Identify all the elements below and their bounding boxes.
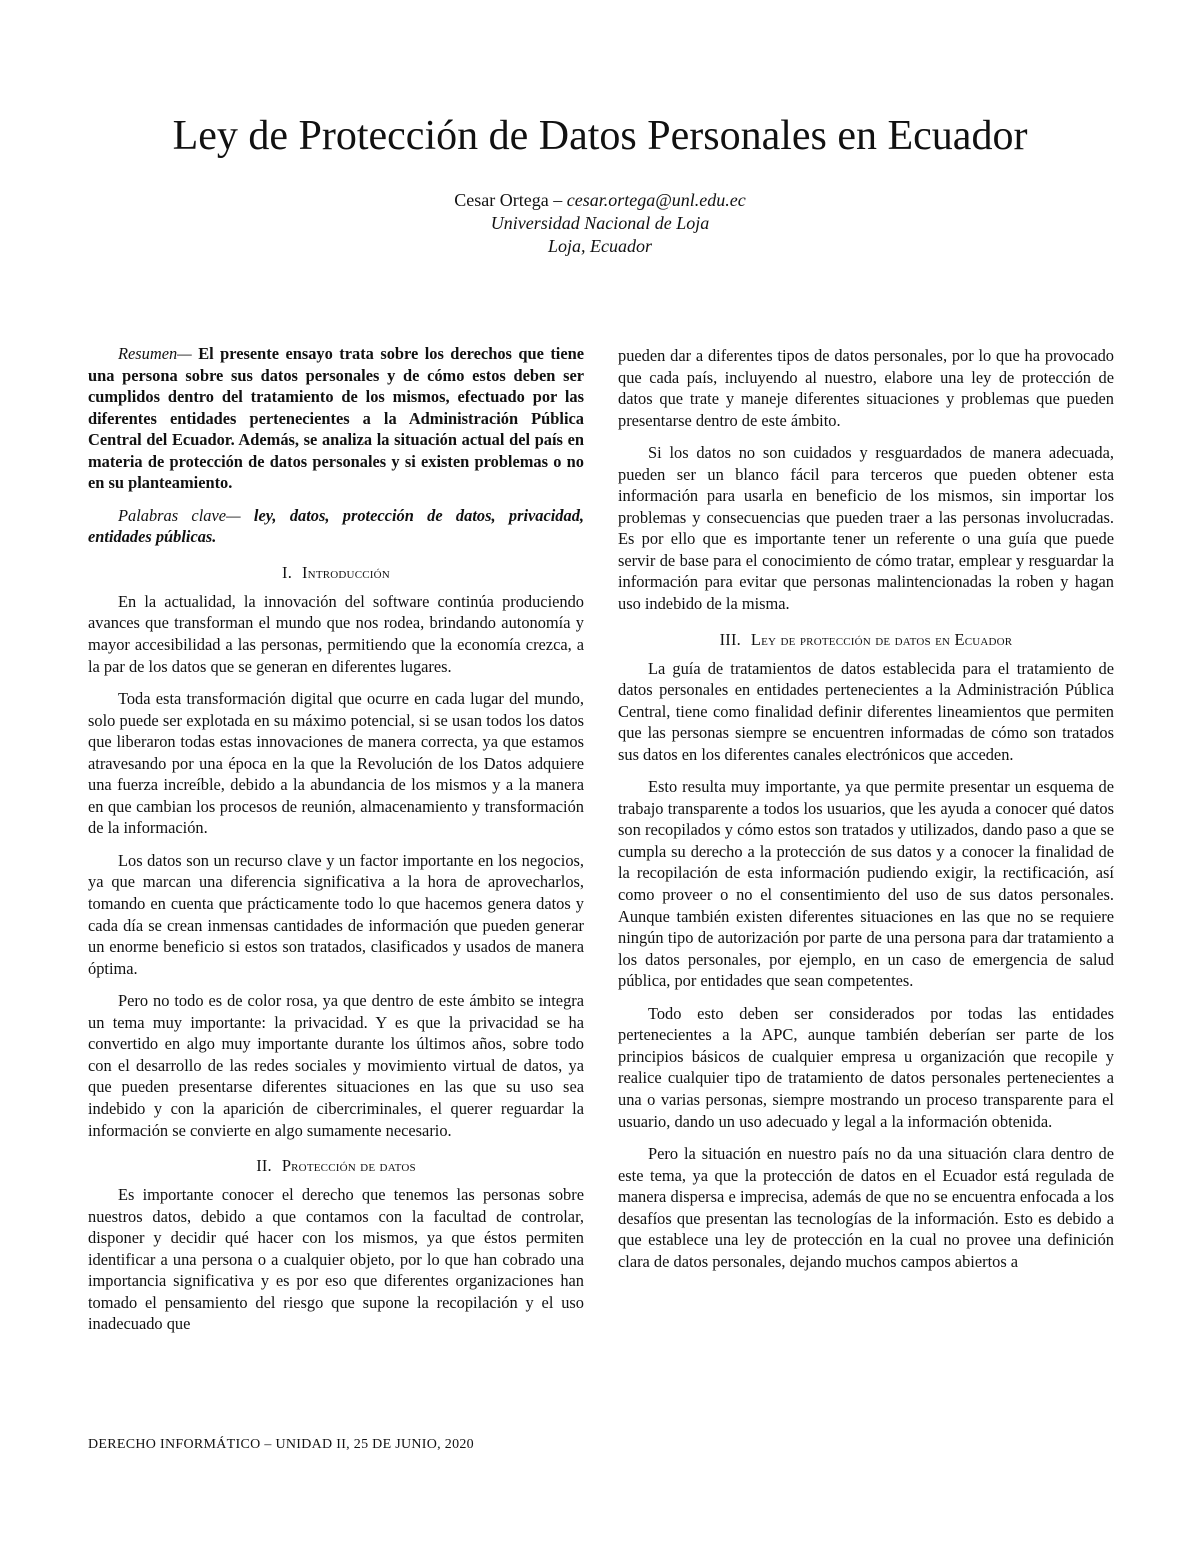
author-line bbox=[0, 189, 1200, 212]
left-column bbox=[88, 343, 584, 1346]
paragraph: Todo esto deben ser considerados por todas las entidades pertenecientes a la APC, aunque también deberían ser parte de los principios básicos de cualquier empresa u organización que recopile y realice cualquier tipo de tratamiento de datos personales pertenecientes a una o varias personas, siempre mostrando un proceso transparente para el usuario, dando un uso adecuado y legal a la información obtenida. bbox=[618, 1003, 1114, 1131]
paragraph: Toda esta transformación digital que ocurre en cada lugar del mundo, solo puede ser explotada en su máximo potencial, si se usan todos los datos que liberaron todas estas innovaciones de manera correcta, ya que estamos atravesando por una época en la que la Revolución de los Datos adquiere una fuerza increíble, debido a la abundancia de los mismos y a la manera en que cambian los procesos de reunión, almacenamiento y transformación de la información. bbox=[88, 689, 584, 838]
keywords-text: ley, datos, protección de datos, privacidad, entidades públicas. bbox=[88, 505, 584, 547]
author-email: cesar.ortega@unl.edu.ec bbox=[566, 190, 746, 210]
section-number: III. bbox=[719, 629, 741, 649]
paper-title: Ley de Protección de Datos Personales en Ecuador bbox=[172, 113, 1028, 159]
section-title: Ley de protección de datos en Ecuador bbox=[750, 629, 1013, 649]
author-affiliation: Universidad Nacional de Loja bbox=[490, 213, 710, 233]
section-heading-ley bbox=[618, 629, 1114, 650]
keywords-label: Palabras clave— bbox=[118, 505, 241, 525]
paragraph: Pero no todo es de color rosa, ya que dentro de este ámbito se integra un tema muy importante: la privacidad. Y es que la privacidad se ha convertido en algo muy importante durante los últimos años, sobre todo con el desarrollo de las redes sociales y movimiento virtual de datos, ya que pueden presentarse diferentes situaciones en las que su uso sea indebido y con la aparición de cibercriminales, el querer reguardar la información se convierte en algo sumamente necesario. bbox=[88, 991, 584, 1140]
paragraph: En la actualidad, la innovación del software continúa produciendo avances que transforman el mundo que nos rodea, brindando autonomía y mayor accesibilidad a las personas, permitiendo que la economía crezca, a la par de los datos que se generan en diferentes lugares. bbox=[88, 591, 584, 676]
paragraph: Es importante conocer el derecho que tenemos las personas sobre nuestros datos, debido a que contamos con la facultad de controlar, disponer y decidir qué hacer con los mismos, ya que éstos permiten identificar a una persona o a cualquier objeto, por lo que han cobrado una importancia significativa y es por eso que diferentes organizaciones han tomado el pensamiento del riesgo que supone la recopilación y el uso inadecuado que bbox=[88, 1185, 584, 1334]
section-number: II. bbox=[256, 1156, 272, 1176]
abstract-label: Resumen— bbox=[118, 344, 192, 363]
author-block bbox=[0, 189, 1200, 258]
page-footer: DERECHO INFORMÁTICO – UNIDAD II, 25 DE JUNIO, 2020 bbox=[88, 1437, 474, 1452]
section-heading-introduccion bbox=[88, 562, 584, 583]
section-title: Protección de datos bbox=[281, 1156, 416, 1176]
abstract bbox=[88, 343, 584, 494]
author-separator: – bbox=[548, 190, 567, 210]
paragraph: Los datos son un recurso clave y un factor importante en los negocios, ya que marcan una diferencia significativa a la hora de aprovecharlos, tomando en cuenta que prácticamente todo lo que hacemos genera datos y cada día se crean inmensas cantidades de información que pueden generar un enorme beneficio si estos son tratados, clasificados y usados de manera óptima. bbox=[88, 850, 584, 978]
paragraph: Si los datos no son cuidados y resguardados de manera adecuada, pueden ser un blanco fácil para terceros que pueden obtener esta información para usarla en beneficio de los mismos, sin importar los problemas y consecuencias que pueden traer a las personas involucradas. Es por ello que es importante tener un referente o una guía que puede servir de base para el conocimiento de cómo tratar, emplear y resguardar la información para evitar que personas malintencionadas la roben y hagan uso indebido de la misma. bbox=[618, 443, 1114, 614]
section-number: I. bbox=[282, 562, 293, 582]
author-location: Loja, Ecuador bbox=[547, 236, 652, 256]
paragraph: Esto resulta muy importante, ya que permite presentar un esquema de trabajo transparente a todos los usuarios, que les ayuda a conocer qué datos son recopilados y cómo estos son tratados y utilizados, dando paso a que se cumpla su derecho a la protección de sus datos y a conocer la finalidad de la recopilación de esta información pudiendo exigir, la rectificación, así como proveer o no el consentimiento del uso de sus datos personales. Aunque también existen diferentes situaciones en las que no se requiere ningún tipo de autorización por parte de una persona para dar tratamiento a los datos personales, por ejemplo, en un caso de emergencia de salud pública, por entidades que sean competentes. bbox=[618, 777, 1114, 991]
right-column bbox=[618, 345, 1114, 1283]
section-heading-proteccion bbox=[88, 1155, 584, 1176]
paragraph: La guía de tratamientos de datos establecida para el tratamiento de datos personales en entidades pertenecientes a la Administración Pública Central, tiene como finalidad definir diferentes lineamientos que permiten que las personas siempre se encuentren informadas de cómo son tratados sus datos en los diferentes canales electrónicos que acceden. bbox=[618, 658, 1114, 764]
abstract-text: El presente ensayo trata sobre los derechos que tiene una persona sobre sus datos personales y de cómo estos deben ser cumplidos dentro del tratamiento de los mismos, efectuado por las diferentes entidades pertenecientes a la Administración Pública Central del Ecuador. Además, se analiza la situación actual del país en materia de protección de datos personales y si existen problemas o no en su planteamiento. bbox=[88, 344, 584, 493]
keywords bbox=[88, 505, 584, 548]
paragraph-continued: pueden dar a diferentes tipos de datos personales, por lo que ha provocado que cada país, incluyendo al nuestro, elabore una ley de protección de datos que trate y maneje diferentes situaciones y problemas que pueden presentarse dentro de este ámbito. bbox=[618, 346, 1114, 430]
section-title: Introducción bbox=[302, 562, 390, 582]
paragraph: Pero la situación en nuestro país no da una situación clara dentro de este tema, ya que la protección de datos en el Ecuador está regulada de manera dispersa e imprecisa, además de que no se encuentra enfocada a los desafíos que presentan las tecnologías de la información. Esto es debido a que establece una ley de protección en la cual no provee una definición clara de datos personales, dejando muchos campos abiertos a bbox=[618, 1144, 1114, 1271]
author-name: Cesar Ortega bbox=[454, 190, 549, 210]
